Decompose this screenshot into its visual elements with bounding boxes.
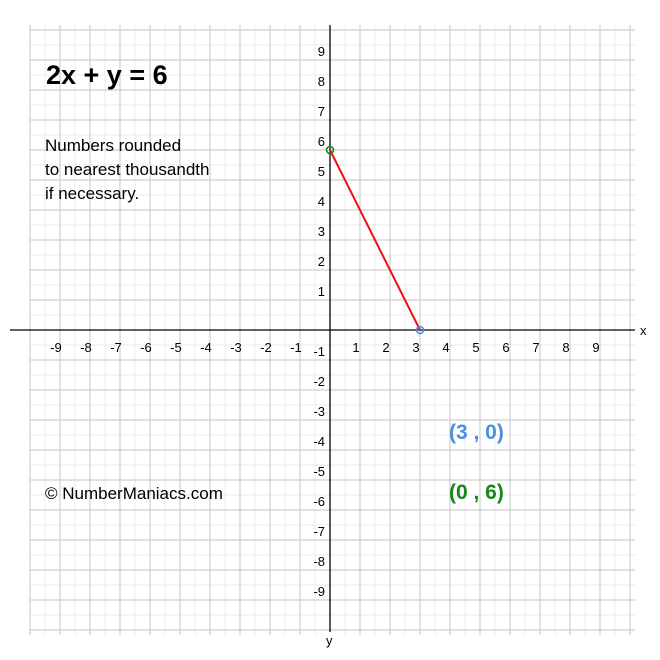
- rounding-note-line: if necessary.: [45, 184, 140, 203]
- y-tick-label: -9: [313, 584, 325, 599]
- x-tick-label: 5: [472, 340, 480, 355]
- y-tick-label: 4: [317, 194, 325, 209]
- y-tick-label: 8: [317, 74, 325, 89]
- x-tick-label: 9: [592, 340, 600, 355]
- rounding-note-line: to nearest thousandth: [45, 160, 210, 179]
- y-tick-label: -1: [313, 344, 325, 359]
- y-tick-label: -8: [313, 554, 325, 569]
- x-tick-label: 6: [502, 340, 510, 355]
- x-tick-label: -6: [140, 340, 152, 355]
- x-tick-label: 3: [412, 340, 420, 355]
- x-axis-label: x: [640, 323, 647, 338]
- y-axis-label: y: [326, 633, 333, 648]
- y-tick-label: -7: [313, 524, 325, 539]
- y-tick-label: -2: [313, 374, 325, 389]
- y-tick-label: -6: [313, 494, 325, 509]
- y-tick-label: 9: [317, 44, 325, 59]
- y-tick-label: -3: [313, 404, 325, 419]
- equation-title: 2x + y = 6: [46, 60, 168, 90]
- x-tick-label: -1: [290, 340, 302, 355]
- x-tick-label: -3: [230, 340, 242, 355]
- x-tick-label: -7: [110, 340, 122, 355]
- y-tick-label: 3: [317, 224, 325, 239]
- rounding-note: [45, 134, 209, 206]
- y-tick-label: 7: [317, 104, 325, 119]
- y-tick-label: 1: [317, 284, 325, 299]
- y-tick-label: 6: [317, 134, 325, 149]
- x-tick-label: 7: [532, 340, 540, 355]
- rounding-note-line: Numbers rounded: [45, 136, 182, 155]
- x-tick-label: -4: [200, 340, 212, 355]
- x-tick-label: 8: [562, 340, 570, 355]
- x-tick-label: 4: [442, 340, 450, 355]
- y-tick-label: 5: [317, 164, 325, 179]
- point-label-y-intercept: (0 , 6): [449, 481, 504, 504]
- y-tick-label: 2: [317, 254, 325, 269]
- x-tick-label: -2: [260, 340, 272, 355]
- y-tick-label: -5: [313, 464, 325, 479]
- x-tick-label: 1: [352, 340, 360, 355]
- x-tick-label: -8: [80, 340, 92, 355]
- x-tick-label: -5: [170, 340, 182, 355]
- x-tick-label: 2: [382, 340, 390, 355]
- y-tick-label: -4: [313, 434, 325, 449]
- copyright-credit: © NumberManiacs.com: [45, 484, 223, 503]
- x-tick-label: -9: [50, 340, 62, 355]
- point-label-x-intercept: (3 , 0): [449, 421, 504, 444]
